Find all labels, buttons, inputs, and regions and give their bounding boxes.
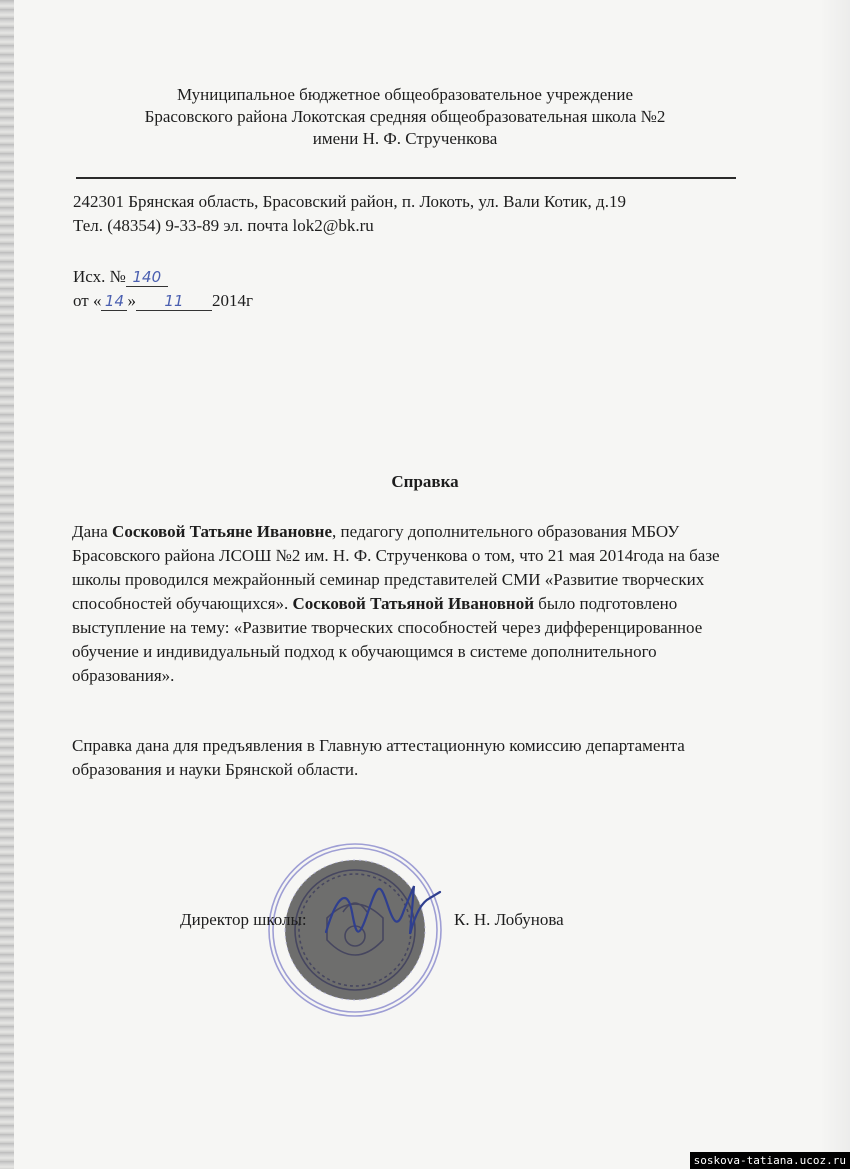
ref-date-month: 11: [136, 292, 212, 311]
source-watermark: soskova-tatiana.ucoz.ru: [690, 1152, 850, 1169]
document-body: [72, 520, 752, 688]
letterhead-line-3: имени Н. Ф. Струченкова: [312, 129, 498, 148]
address-block: [73, 190, 626, 238]
ref-date-day: 14: [101, 292, 127, 311]
letterhead: [60, 84, 750, 150]
body-p2-name: Сосковой Татьяной Ивановной: [292, 594, 534, 613]
director-name: К. Н. Лобунова: [454, 910, 564, 929]
letterhead-rule: [76, 177, 736, 179]
address-line: 242301 Брянская область, Брасовский район, п. Локоть, ул. Вали Котик, д.19: [73, 192, 626, 211]
ref-date-prefix: от «: [73, 291, 102, 310]
closing-paragraph: Справка дана для предъявления в Главную аттестационную комиссию департамента образования и науки Брянской области.: [72, 736, 685, 779]
outgoing-reference: [73, 265, 253, 313]
body-p1-start: Дана: [72, 522, 113, 541]
document-title: Справка: [391, 472, 459, 491]
handwritten-signature: [318, 872, 448, 952]
scan-edge-left: [0, 0, 14, 1169]
body-p1-name: Сосковой Татьяне Ивановне: [112, 522, 333, 541]
ref-number-value: 140: [126, 268, 168, 287]
letterhead-line-1: Муниципальное бюджетное общеобразовательное учреждение: [176, 85, 634, 104]
director-label: Директор школы:: [180, 910, 307, 929]
contact-line: Тел. (48354) 9-33-89 эл. почта lok2@bk.ru: [73, 216, 374, 235]
ref-date-year: 2014г: [211, 291, 253, 310]
ref-number-label: Исх. №: [73, 267, 126, 286]
body-p1-rest: , педагогу дополнительного образования МБОУ Брасовского района ЛСОШ №2 им. Н. Ф. Струченкова о том, что 21 мая 2014года на базе школы проводился межрайонный семинар представителей СМИ «Развитие творческих способностей обучающихся».: [72, 522, 720, 613]
body-p2-rest: было подготовлено выступление на тему: «Развитие творческих способностей через дифференцированное обучение и индивидуальный подход к обучающимся в системе дополнительного образования».: [72, 594, 703, 685]
ref-date-mid: »: [127, 291, 136, 310]
scan-edge-right: [820, 0, 850, 1169]
letterhead-line-2: Брасовского района Локотская средняя общеобразовательная школа №2: [144, 107, 666, 126]
